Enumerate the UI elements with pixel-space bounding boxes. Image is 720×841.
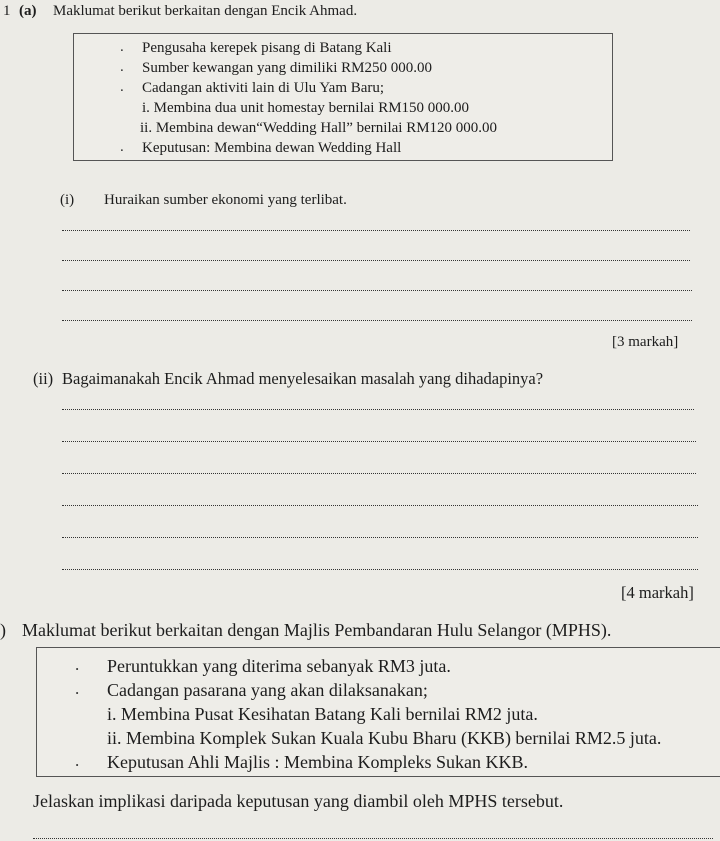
question-number: 1 [3,3,11,19]
bullet: . [75,655,80,674]
marks-label: [4 markah] [621,583,694,602]
answer-line[interactable] [62,320,692,321]
bullet: . [120,79,124,95]
box-a-line: i. Membina dua unit homestay bernilai RM150 000.00 [142,100,470,116]
sub-ii-label: (ii) [33,369,54,388]
box-b-line: Peruntukkan yang diterima sebanyak RM3 juta. [107,656,451,676]
part-b-label: ) [0,620,6,640]
box-b-line: Cadangan pasarana yang akan dilaksanakan; [107,680,428,700]
answer-line[interactable] [62,569,698,570]
bullet: . [75,751,80,770]
box-b-line: ii. Membina Komplek Sukan Kuala Kubu Bharu (KKB) bernilai RM2.5 juta. [107,728,662,748]
info-box-mphs [36,647,720,777]
bullet: . [120,39,124,55]
info-box-encik-ahmad [73,33,613,161]
answer-line[interactable] [62,505,698,506]
box-a-line: Pengusaha kerepek pisang di Batang Kali [142,40,392,56]
part-a-intro: Maklumat berikut berkaitan dengan Encik Ahmad. [53,3,358,19]
sub-i-text: Huraikan sumber ekonomi yang terlibat. [104,192,347,208]
box-b-line: i. Membina Pusat Kesihatan Batang Kali bernilai RM2 juta. [107,704,538,724]
answer-line[interactable] [62,537,698,538]
box-a-line: Sumber kewangan yang dimiliki RM250 000.00 [142,60,432,76]
box-a-line: ii. Membina dewan“Wedding Hall” bernilai RM120 000.00 [140,120,498,136]
answer-line[interactable] [62,473,696,474]
part-b-intro: Maklumat berikut berkaitan dengan Majlis Pembandaran Hulu Selangor (MPHS). [22,620,612,640]
box-b-line: Keputusan Ahli Majlis : Membina Kompleks Sukan KKB. [107,752,528,772]
bullet: . [75,679,80,698]
part-a-label: (a) [19,3,37,19]
bullet: . [120,59,124,75]
answer-line[interactable] [62,230,690,231]
bullet: . [120,139,124,155]
answer-line[interactable] [62,290,692,291]
marks-label: [3 markah] [612,334,679,350]
sub-ii-text: Bagaimanakah Encik Ahmad menyelesaikan masalah yang dihadapinya? [62,369,544,388]
box-a-line: Cadangan aktiviti lain di Ulu Yam Baru; [142,80,385,96]
answer-line[interactable] [33,838,713,839]
sub-i-label: (i) [60,192,75,208]
answer-line[interactable] [62,409,694,410]
answer-line[interactable] [62,260,690,261]
answer-line[interactable] [62,441,696,442]
part-b-question: Jelaskan implikasi daripada keputusan yang diambil oleh MPHS tersebut. [33,791,564,811]
box-a-line: Keputusan: Membina dewan Wedding Hall [142,140,402,156]
